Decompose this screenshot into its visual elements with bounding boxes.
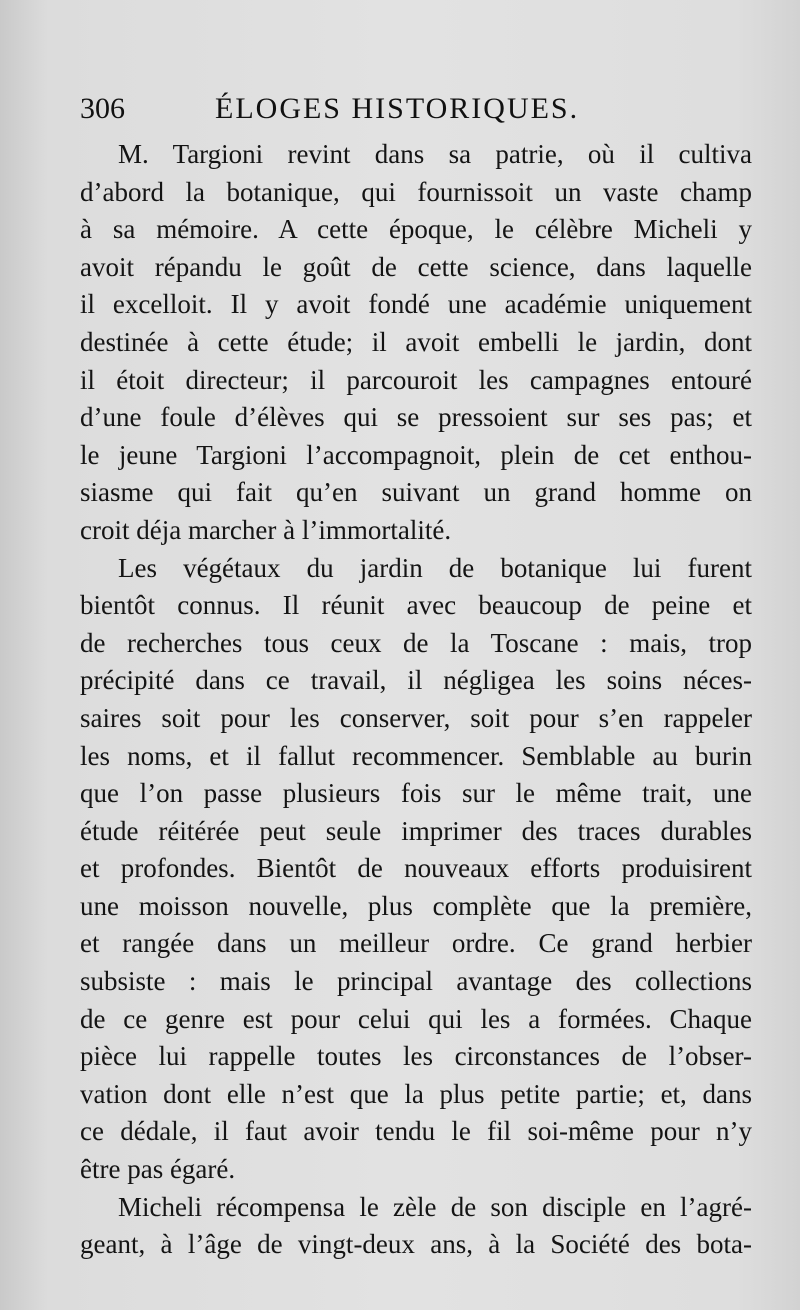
body-text [80,136,752,1264]
text-line: pièce lui rappelle toutes les circonstances de l’obser- [80,1041,752,1072]
text-line: saires soit pour les conserver, soit pour s’en rappeler [80,702,752,733]
text-line: subsiste : mais le principal avantage des collections [80,966,752,997]
text-line: et profondes. Bientôt de nouveaux efforts produisirent [80,853,752,884]
text-line: avoit répandu le goût de cette science, dans laquelle [80,251,752,282]
text-line: de recherches tous ceux de la Toscane : mais, trop [80,627,752,658]
text-line: croit déja marcher à l’immortalité. [80,514,452,545]
text-line: le jeune Targioni l’accompagnoit, plein de cet enthou- [80,439,752,470]
paragraph-2 [80,550,752,1189]
text-line: M. Targioni revint dans sa patrie, où il cultiva [118,139,752,169]
text-line: destinée à cette étude; il avoit embelli le jardin, dont [80,326,752,357]
text-line: bientôt connus. Il réunit avec beaucoup de peine et [80,590,752,621]
text-line: de ce genre est pour celui qui les a formées. Chaque [80,1003,752,1034]
text-line: et rangée dans un meilleur ordre. Ce grand herbier [80,928,752,959]
text-line: vation dont elle n’est que la plus petite partie; et, dans [80,1078,752,1109]
text-line: précipité dans ce travail, il négligea les soins néces- [80,665,752,696]
text-line: ce dédale, il faut avoir tendu le fil soi-même pour n’y [80,1116,752,1147]
running-head: ÉLOGES HISTORIQUES. [215,92,580,125]
text-line: siasme qui fait qu’en suivant un grand homme on [80,477,752,508]
page-number: 306 [80,92,125,125]
text-line: d’une foule d’élèves qui se pressoient sur ses pas; et [80,402,752,433]
paragraph-3 [80,1189,752,1264]
text-line: il étoit directeur; il parcouroit les campagnes entouré [80,364,752,395]
text-line: d’abord la botanique, qui fournissoit un vaste champ [80,176,752,207]
text-line: à sa mémoire. A cette époque, le célèbre Micheli y [80,214,752,245]
paragraph-1 [80,136,752,550]
text-line: Micheli récompensa le zèle de son disciple en l’agré- [118,1191,752,1222]
text-line: une moisson nouvelle, plus complète que la première, [80,890,752,921]
text-line: que l’on passe plusieurs fois sur le même trait, une [80,778,752,809]
text-line: Les végétaux du jardin de botanique lui furent [118,552,752,583]
text-line: les noms, et il fallut recommencer. Semblable au burin [80,740,752,771]
text-line: être pas égaré. [80,1154,236,1185]
text-line: il excelloit. Il y avoit fondé une académie uniquement [80,289,752,320]
text-line: geant, à l’âge de vingt-deux ans, à la Société des bota- [80,1229,752,1260]
page-header [80,92,740,138]
text-line: étude réitérée peut seule imprimer des traces durables [80,815,752,846]
